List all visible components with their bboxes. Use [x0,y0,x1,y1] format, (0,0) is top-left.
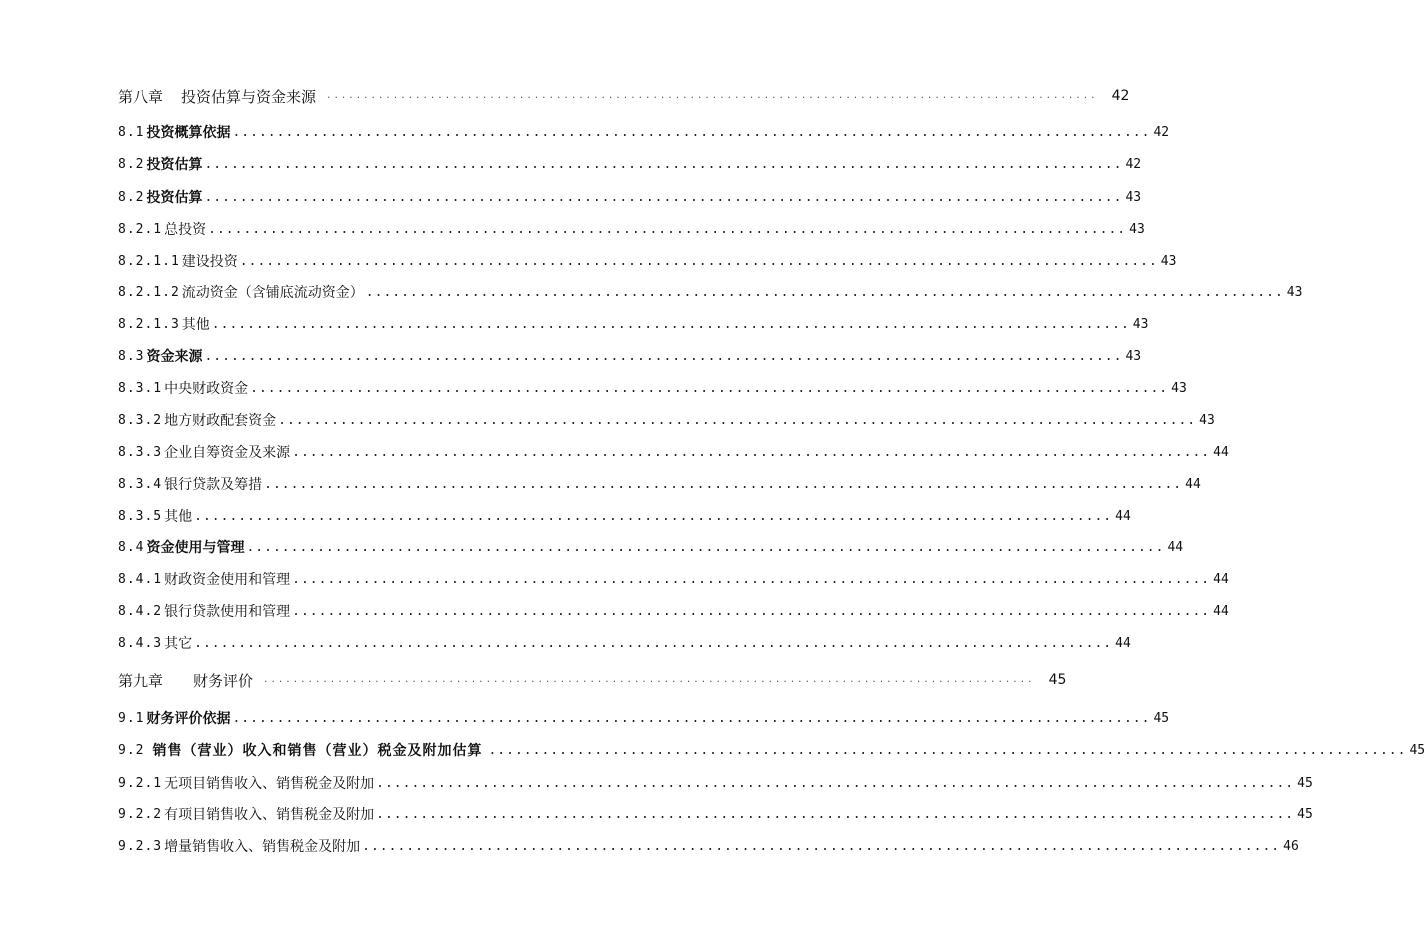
toc-number: 9.2.2 [118,806,163,822]
toc-page-number: 43 [1160,253,1177,269]
toc-number: 8.4.3 [118,635,163,651]
toc-entry-8-2-1-3 [118,312,1149,336]
dot-leader: ........................................................................................................ [250,380,1169,396]
toc-number: 8.2.1.1 [118,253,180,269]
toc-page-number: 43 [1171,380,1187,396]
toc-page-number: 44 [1115,508,1131,524]
toc-number: 8.3.3 [118,444,163,460]
dot-leader: ........................................................................................................ [211,316,1130,332]
toc-entry-8-2-b [118,185,1142,209]
toc-title: 财务评价 [193,671,254,690]
dot-leader: ........................................................................................................ [292,571,1211,587]
toc-title: 企业自筹资金及来源 [164,445,291,461]
toc-title: 流动资金（含铺底流动资金） [181,285,364,301]
toc-entry-8-3 [118,344,1142,368]
toc-page-number: 44 [1115,635,1131,651]
toc-number: 第九章 [118,671,164,690]
toc-page-number: 43 [1125,348,1142,364]
toc-entry-8-4-3 [118,631,1131,655]
toc-entry-8-2-1-2 [118,280,1303,304]
toc-page-number: 45 [1048,672,1067,688]
dot-leader: ........................................................................................................ [365,284,1284,300]
toc-number: 9.1 [118,710,145,726]
dot-leader: ........................................................................................................ [246,539,1165,555]
dot-leader: ........................................................................................................ [239,253,1158,269]
dot-leader: ........................................................................................................ [376,806,1295,822]
toc-title: 总投资 [164,222,207,238]
dot-leader: ........................................................................................................ [204,156,1123,172]
toc-entry-8-4-2 [118,599,1229,623]
toc-number: 8.2 [118,189,145,205]
toc-entry-8-3-2 [118,408,1215,432]
toc-number: 8.1 [118,124,145,140]
toc-number: 8.2.1 [118,221,163,237]
dot-leader: ........................................................................................................ [204,348,1123,364]
toc-number: 第八章 [118,87,164,106]
dot-leader: ........................................................................................................ [326,91,1098,101]
toc-page-number: 43 [1286,284,1303,300]
dot-leader: ........................................................................................................ [194,508,1113,524]
dot-leader: ........................................................................................................ [204,189,1123,205]
dot-leader: ........................................................................................................ [292,444,1211,460]
toc-entry-8-1 [118,120,1170,144]
toc-page-number: 46 [1283,838,1299,854]
toc-title: 销售（营业）收入和销售（营业）税金及附加估算 [152,743,483,759]
toc-number: 8.4.2 [118,603,163,619]
dot-leader: ........................................................................................................ [264,476,1183,492]
toc-entry-9-1 [118,706,1170,730]
toc-number: 8.4.1 [118,571,163,587]
toc-entry-8-3-5 [118,504,1131,528]
toc-page-number: 42 [1125,156,1142,172]
toc-page-number: 44 [1167,539,1184,555]
toc-title: 有项目销售收入、销售税金及附加 [164,807,375,823]
toc-title: 其它 [164,636,193,652]
toc-number: 9.2 [118,742,145,758]
toc-number: 8.2 [118,156,145,172]
toc-page-number: 45 [1409,742,1425,758]
toc-page-number: 42 [1153,124,1170,140]
toc-title: 投资估算 [146,157,203,173]
toc-title: 无项目销售收入、销售税金及附加 [164,776,375,792]
toc-page-number: 45 [1297,806,1313,822]
dot-leader: ........................................................................................................ [263,675,1035,685]
toc-title: 财政资金使用和管理 [164,572,291,588]
toc-entry-8-2-1 [118,217,1145,241]
toc-entry-9-2 [118,738,1425,762]
toc-title: 银行贷款及筹措 [164,477,263,493]
toc-title: 投资估算 [146,190,203,206]
toc-number: 8.4 [118,539,145,555]
dot-leader: ........................................................................................................ [232,124,1151,140]
toc-entry-9-2-2 [118,802,1313,826]
toc-number: 9.2.3 [118,838,163,854]
toc-number: 8.2.1.2 [118,284,180,300]
toc-number: 8.3.2 [118,412,163,428]
dot-leader: ........................................................................................................ [194,635,1113,651]
toc-title: 投资概算依据 [146,125,231,141]
dot-leader: ........................................................................................................ [232,710,1151,726]
dot-leader: ........................................................................................................ [208,221,1127,237]
toc-page-number: 43 [1129,221,1145,237]
dot-leader: ........................................................................................................ [488,742,1407,758]
toc-title: 资金使用与管理 [146,540,245,556]
toc-title: 银行贷款使用和管理 [164,604,291,620]
toc-entry-8-4-1 [118,567,1229,591]
toc-page-number: 44 [1213,571,1229,587]
toc-page-number: 44 [1185,476,1201,492]
toc-page-number: 44 [1213,603,1229,619]
toc-page-number: 43 [1132,316,1149,332]
toc-page-number: 43 [1199,412,1215,428]
dot-leader: ........................................................................................................ [376,775,1295,791]
dot-leader: ........................................................................................................ [292,603,1211,619]
toc-entry-9-2-1 [118,771,1313,795]
toc-title: 增量销售收入、销售税金及附加 [164,839,361,855]
toc-title: 投资估算与资金来源 [181,87,317,106]
toc-title: 财务评价依据 [146,711,231,727]
toc-chapter-9 [118,668,1067,692]
toc-chapter-8 [118,84,1130,108]
toc-page-number: 45 [1153,710,1170,726]
toc-entry-8-4 [118,535,1184,559]
toc-title: 资金来源 [146,349,203,365]
toc-entry-8-2-1-1 [118,249,1177,273]
toc-number: 9.2.1 [118,775,163,791]
toc-number: 8.3.1 [118,380,163,396]
toc-page-number: 43 [1125,189,1142,205]
toc-entry-8-2 [118,152,1142,176]
toc-entry-8-3-3 [118,440,1229,464]
dot-leader: ........................................................................................................ [278,412,1197,428]
toc-entry-8-3-4 [118,472,1201,496]
toc-number: 8.3 [118,348,145,364]
toc-page-number: 44 [1213,444,1229,460]
toc-number: 8.3.5 [118,508,163,524]
toc-title: 其他 [181,317,210,333]
toc-title: 中央财政资金 [164,381,249,397]
toc-entry-9-2-3 [118,834,1299,858]
dot-leader: ........................................................................................................ [362,838,1281,854]
toc-title: 地方财政配套资金 [164,413,277,429]
toc-number: 8.3.4 [118,476,163,492]
toc-number: 8.2.1.3 [118,316,180,332]
toc-entry-8-3-1 [118,376,1187,400]
toc-page-number: 45 [1297,775,1313,791]
toc-page-number: 42 [1111,88,1130,104]
toc-title: 其他 [164,509,193,525]
toc-title: 建设投资 [181,254,238,270]
